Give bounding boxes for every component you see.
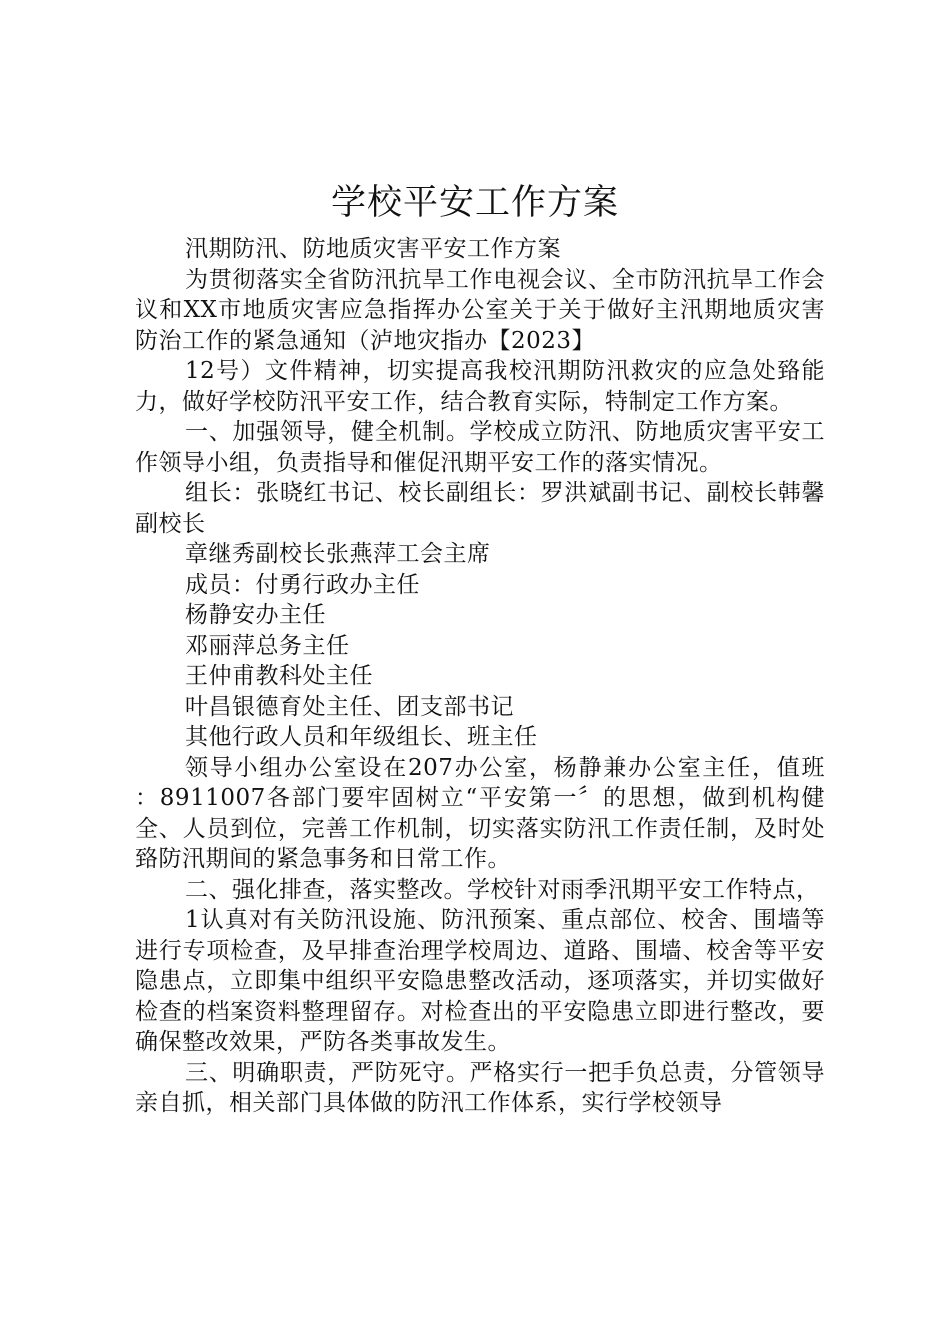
paragraph: 成员：付勇行政办主任	[185, 571, 420, 598]
document-title: 学校平安工作方案	[330, 183, 619, 223]
paragraph: 12号）文件精神，切实提高我校汛期防汛救灾的应急处臵能力，做好学校防汛平安工作，结合教育实际，特制定工作方案。	[135, 358, 825, 415]
paragraph: 三、明确职责，严防死守。严格实行一把手负总责，分管领导亲自抓，相关部门具体做的防汛工作体系，实行学校领导	[135, 1059, 825, 1116]
paragraph: 一、加强领导，健全机制。学校成立防汛、防地质灾害平安工作领导小组，负责指导和催促汛期平安工作的落实情况。	[135, 419, 825, 476]
paragraph: 叶昌银德育处主任、团支部书记	[185, 693, 514, 720]
document-body	[135, 234, 825, 1119]
paragraph: 1认真对有关防汛设施、防汛预案、重点部位、校舍、围墙等进行专项检查，及早排查治理学校周边、道路、围墙、校舍等平安隐患点，立即集中组织平安隐患整改活动，逐项落实，并切实做好检查的档案资料整理留存。对检查出的平安隐患立即进行整改，要确保整改效果，严防各类事故发生。	[135, 907, 825, 1055]
paragraph: 领导小组办公室设在207办公室，杨静兼办公室主任，值班 ：8911007各部门要牢固树立“平安第一〞的思想，做到机构健全、人员到位，完善工作机制，切实落实防汛工作责任制，及时处臵防汛期间的紧急事务和日常工作。	[135, 754, 825, 872]
paragraph: 组长：张晓红书记、校长副组长：罗洪斌副书记、副校长韩馨副校长	[135, 480, 825, 537]
paragraph: 杨静安办主任	[185, 602, 326, 628]
paragraph: 王仲甫教科处主任	[185, 663, 373, 689]
paragraph: 二、强化排查，落实整改。学校针对雨季汛期平安工作特点，	[185, 876, 820, 903]
paragraph: 其他行政人员和年级组长、班主任	[185, 724, 538, 750]
paragraph-subtitle: 汛期防汛、防地质灾害平安工作方案	[185, 236, 561, 262]
paragraph: 为贯彻落实全省防汛抗旱工作电视会议、全市防汛抗旱工作会议和XX市地质灾害应急指挥办公室关于关于做好主汛期地质灾害防治工作的紧急通知（泸地灾指办【2023】	[135, 266, 825, 354]
paragraph: 章继秀副校长张燕萍工会主席	[185, 541, 491, 567]
paragraph: 邓丽萍总务主任	[185, 632, 350, 659]
